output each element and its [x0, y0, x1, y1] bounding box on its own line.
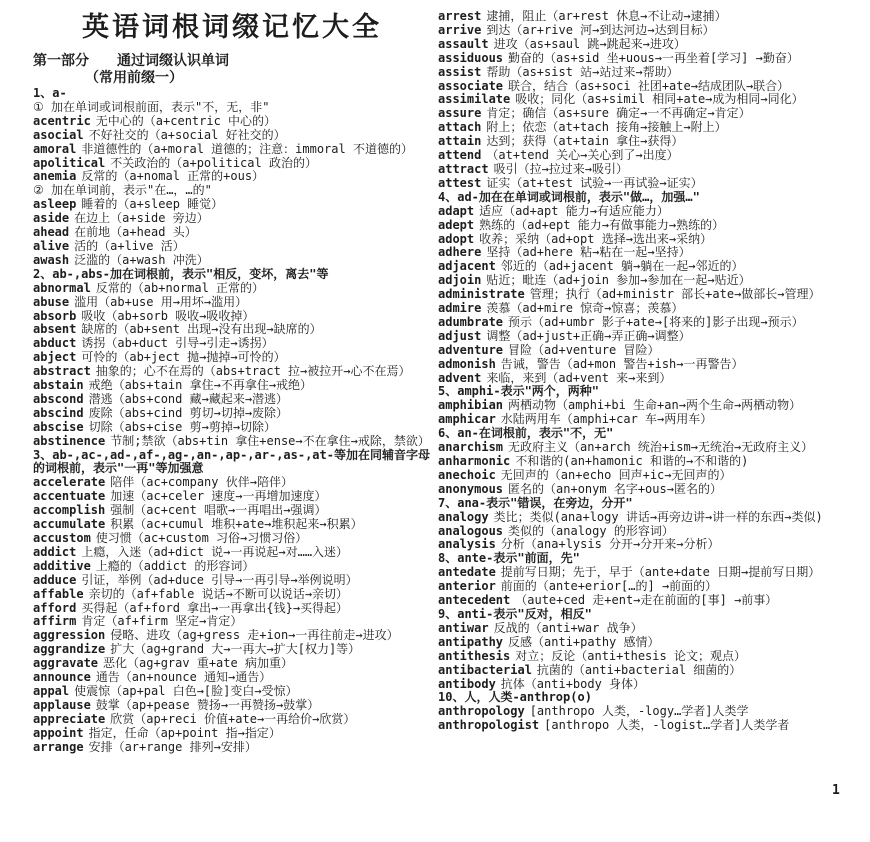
- vocab-entry: [438, 302, 863, 316]
- entry-word: antedate: [438, 565, 496, 580]
- entry-gloss: 进攻（as+saul 跳→跳起来→进攻）: [493, 36, 686, 51]
- entry-word: aggression: [33, 628, 106, 643]
- entry-gloss: （aute+ced 走+ent→走在前面的[事] →前事）: [515, 593, 778, 608]
- entry-gloss: 强制（ac+cent 唱歌→一再唱出→强调）: [110, 503, 327, 518]
- entry-word: acentric: [33, 113, 91, 128]
- entry-gloss: 可怜的（ab+ject 抛→抛掉→可怜的）: [81, 350, 286, 365]
- entry-word: afford: [33, 600, 77, 615]
- entry-gloss: 侵略、进攻（ag+gress 走+ion→一再往前走→进攻）: [110, 628, 399, 643]
- entry-gloss: 无中心的（a+centric 中心的）: [95, 113, 277, 128]
- entry-word: affirm: [33, 614, 77, 629]
- entry-word: attach: [438, 120, 482, 135]
- entry-gloss: 潜逃（abs+cond 藏→藏起来→潜逃）: [88, 391, 289, 406]
- entry-word: abstinence: [33, 433, 106, 448]
- vocab-entry: [438, 316, 863, 330]
- entry-word: awash: [33, 252, 70, 267]
- entry-word: adduce: [33, 572, 77, 587]
- entry-word: appal: [33, 683, 70, 698]
- entry-gloss: 欣赏（ap+reci 价值+ate→一再给价→欣赏）: [110, 711, 356, 726]
- entry-gloss: 使震惊（ap+pal 白色→[脸]变白→受惊）: [74, 683, 298, 698]
- vocab-entry: [33, 713, 431, 727]
- vocab-entry: [33, 393, 431, 407]
- vocab-entry: [438, 664, 863, 678]
- prefix-rule-heading: 5、amphi-表示"两个，两种": [438, 384, 600, 399]
- vocab-entry: [33, 727, 431, 741]
- entry-word: amoral: [33, 141, 77, 156]
- entry-gloss: 睡着的（a+sleep 睡觉）: [81, 197, 224, 212]
- entry-word: adapt: [438, 203, 475, 218]
- entry-gloss: 水陆两用车（amphi+car 车→两用车）: [500, 412, 713, 427]
- vocab-entry: [438, 441, 863, 455]
- entry-word: antipathy: [438, 634, 504, 649]
- vocab-entry: [438, 10, 863, 24]
- vocab-entry: [33, 296, 431, 310]
- entry-word: adjoin: [438, 273, 482, 288]
- vocab-entry: [33, 685, 431, 699]
- prefix-rule-heading: 3、ab-,ac-,ad-,af-,ag-,an-,ap-,ar-,as-,at-等加在同辅音字母的词根前，表示"一再"等加强意: [33, 447, 430, 476]
- entry-gloss: 熟练的（ad+ept 能力→有做事能力→熟练的）: [479, 217, 725, 232]
- entry-gloss: 适应（ad+apt 能力→有适应能力）: [479, 203, 669, 218]
- entry-word: advent: [438, 370, 482, 385]
- entry-gloss: 在前地（a+head 头）: [74, 225, 197, 240]
- vocab-entry: [438, 636, 863, 650]
- vocab-entry: [438, 358, 863, 372]
- entry-gloss: 达到；获得（at+tain 拿住→获得）: [486, 134, 684, 149]
- entry-gloss: 提前写日期；先于，早于（ante+date 日期→提前写日期）: [500, 565, 821, 580]
- entry-word: analogous: [438, 523, 504, 538]
- entry-gloss: 非道德性的（a+moral 道德的；注意：immoral 不道德的）: [81, 141, 413, 156]
- entry-gloss: 邻近的（ad+jacent 躺→躺在一起→邻近的）: [500, 259, 744, 274]
- entry-word: adjust: [438, 328, 482, 343]
- entry-word: announce: [33, 670, 91, 685]
- entry-gloss: 联合，结合（as+soci 社团+ate→结成团队→联合）: [508, 78, 790, 93]
- entry-word: assault: [438, 36, 489, 51]
- vocab-entry: [33, 212, 431, 226]
- entry-gloss: 滥用（ab+use 用→用坏→滥用）: [74, 294, 248, 309]
- entry-gloss: 恶化（ag+grav 重+ate 病加重）: [103, 656, 293, 671]
- vocab-entry: [33, 282, 431, 296]
- entry-gloss: 调整（ad+just+正确→弄正确→调整）: [486, 328, 691, 343]
- entry-gloss: 收养；采纳（ad+opt 选择→选出来→采纳）: [479, 231, 713, 246]
- entry-word: appoint: [33, 725, 84, 740]
- entry-gloss: 不好社交的（a+social 好社交的）: [88, 127, 286, 142]
- entry-word: adept: [438, 217, 475, 232]
- vocab-entry: [33, 504, 431, 518]
- entry-word: anemia: [33, 169, 77, 184]
- entry-word: abuse: [33, 294, 70, 309]
- entry-word: adjacent: [438, 259, 496, 274]
- entry-gloss: [anthropo 人类，-logy…学者]人类学: [529, 704, 749, 719]
- vocab-entry: [33, 254, 431, 268]
- entry-word: abject: [33, 350, 77, 365]
- entry-gloss: 积累（ac+cumul 堆积+ate→堆积起来→积累）: [110, 517, 363, 532]
- entry-gloss: 不和谐的(an+hamonic 和谐的→不和谐的): [515, 454, 749, 468]
- entry-gloss: 肯定（af+firm 坚定→肯定）: [81, 614, 243, 629]
- entry-gloss: 缺席的（ab+sent 出现→没有出现→缺席的）: [81, 322, 322, 337]
- entry-word: abstain: [33, 378, 84, 393]
- entry-gloss: 无政府主义（an+arch 统治+ism→无统治→无政府主义）: [508, 440, 814, 455]
- entry-gloss: 反常的（a+nomal 正常的+ous）: [81, 169, 265, 184]
- entry-word: admonish: [438, 356, 496, 371]
- entry-gloss: 陪伴（ac+company 伙伴→陪伴）: [110, 475, 293, 490]
- entry-gloss: 不关政治的（a+political 政治的）: [110, 155, 317, 170]
- entry-word: abscond: [33, 391, 84, 406]
- vocab-entry: [33, 143, 431, 157]
- entry-gloss: 来临，来到（ad+vent 来→来到）: [486, 370, 672, 385]
- vocab-entry: [33, 365, 431, 379]
- entry-gloss: 反感（anti+pathy 感情）: [508, 634, 660, 649]
- entry-gloss: 通告（an+nounce 通知→通告）: [95, 670, 272, 685]
- entry-word: adhere: [438, 245, 482, 260]
- entry-word: assiduous: [438, 50, 504, 65]
- prefix-rule-heading: 2、ab-,abs-加在词根前，表示"相反，变坏，离去"等: [33, 266, 329, 281]
- entry-word: absent: [33, 322, 77, 337]
- entry-word: antiwar: [438, 620, 489, 635]
- entry-word: admire: [438, 301, 482, 316]
- entry-word: anarchism: [438, 440, 504, 455]
- entry-word: adumbrate: [438, 314, 504, 329]
- right-column: [438, 10, 863, 755]
- entry-word: attend: [438, 148, 482, 163]
- entry-word: attest: [438, 175, 482, 190]
- entry-gloss: 贴近；毗连（ad+join 参加→参加在一起→贴近）: [486, 273, 751, 288]
- entry-word: additive: [33, 558, 91, 573]
- entry-word: accumulate: [33, 517, 106, 532]
- sub-heading: （常用前缀一）: [85, 70, 183, 86]
- prefix-rule-heading: 10、人，人类-anthrop(o): [438, 690, 592, 705]
- entry-word: antibacterial: [438, 662, 532, 677]
- vocab-entry: [438, 330, 863, 344]
- entry-gloss: 抽象的；心不在焉的（abs+tract 拉→被拉开→心不在焉）: [95, 364, 411, 379]
- entry-gloss: 管理；执行（ad+ministr 部长+ate→做部长→管理）: [529, 287, 821, 302]
- entry-word: assure: [438, 106, 482, 121]
- entry-gloss: 逮捕，阻止（ar+rest 休息→不让动→逮捕）: [486, 9, 727, 23]
- prefix-rule-heading: 6、an-在词根前，表示"不，无": [438, 426, 614, 441]
- entry-gloss: 指定，任命（ap+point 指→指定）: [88, 725, 281, 740]
- vocab-entry: [33, 226, 431, 240]
- entry-word: adopt: [438, 231, 475, 246]
- entry-word: attain: [438, 134, 482, 149]
- entry-word: accustom: [33, 531, 91, 545]
- entry-gloss: 匿名的（an+onym 名字+ous→匿名的）: [508, 481, 722, 496]
- entry-word: asleep: [33, 197, 77, 212]
- entry-word: accentuate: [33, 489, 106, 504]
- entry-gloss: 分析（ana+lysis 分开→分开来→分析）: [500, 537, 720, 552]
- entry-gloss: 在边上（a+side 旁边）: [74, 211, 209, 226]
- entry-gloss: 废除（abs+cind 剪切→切掉→废除）: [88, 405, 289, 420]
- entry-gloss: 亲切的（af+fable 说话→不断可以说话→亲切）: [88, 586, 349, 601]
- entry-word: analogy: [438, 509, 489, 524]
- entry-gloss: 安排（ar+range 排列→安排）: [88, 739, 257, 754]
- entry-word: analysis: [438, 537, 496, 552]
- vocab-entry: [33, 115, 431, 129]
- entry-gloss: 吸收（ab+sorb 吸收→吸收掉）: [81, 308, 255, 323]
- entry-word: adventure: [438, 342, 504, 357]
- entry-gloss: 帮助（as+sist 站→站过来→帮助）: [486, 64, 679, 79]
- entry-gloss: 加速（ac+celer 速度→一再增加速度）: [110, 489, 327, 504]
- entry-word: aside: [33, 211, 70, 226]
- entry-gloss: 类比；类似(ana+logy 讲话→再旁边讲→讲一样的东西→类似): [493, 509, 823, 524]
- vocab-entry: [438, 149, 863, 163]
- page-number: 1: [832, 783, 840, 798]
- vocab-entry: [33, 532, 431, 546]
- prefix-rule-heading: 4、ad-加在在单词或词根前，表示"做…，加强…": [438, 189, 700, 204]
- entry-word: ahead: [33, 225, 70, 240]
- entry-word: alive: [33, 238, 70, 253]
- entry-gloss: 对立；反论（anti+thesis 论文；观点）: [515, 648, 746, 663]
- entry-word: abscind: [33, 405, 84, 420]
- entry-gloss: 引证，举例（ad+duce 引导→一再引导→举例说明）: [81, 572, 358, 587]
- entry-gloss: 使习惯（ac+custom 习俗→习惯习俗）: [95, 531, 308, 545]
- vocab-entry: [33, 407, 431, 421]
- vocab-entry: [33, 518, 431, 532]
- entry-word: addict: [33, 544, 77, 559]
- vocab-entry: [438, 580, 863, 594]
- entry-gloss: 切除（abs+cise 剪→剪掉→切除）: [88, 419, 277, 434]
- entry-gloss: 两栖动物（amphi+bi 生命+an→两个生命→两栖动物）: [508, 398, 802, 413]
- entry-gloss: 附上；依恋（at+tach 接角→接触上→附上）: [486, 120, 727, 135]
- entry-word: aggrandize: [33, 642, 106, 657]
- entry-gloss: 活的（a+live 活）: [74, 238, 185, 253]
- prefix-rule-heading: 9、anti-表示"反对，相反": [438, 606, 592, 621]
- usage-note: ① 加在单词或词根前面，表示"不，无，非": [33, 99, 270, 114]
- vocab-entry: [438, 288, 863, 302]
- entry-gloss: 上瘾的（addict 的形容词）: [95, 558, 255, 573]
- prefix-rule-heading: 1、a-: [33, 86, 67, 100]
- entry-gloss: 鼓掌（ap+pease 赞扬→一再赞扬→鼓掌）: [95, 697, 320, 712]
- entry-gloss: 前面的（ante+erior[…的] →前面的）: [500, 579, 718, 594]
- vocab-entry: [438, 455, 863, 469]
- entry-gloss: 冒险（ad+venture 冒险）: [508, 342, 660, 357]
- vocab-entry: [438, 52, 863, 66]
- entry-gloss: 告诫，警告（ad+mon 警告+ish→一再警告）: [500, 356, 744, 371]
- entry-word: abnormal: [33, 280, 91, 295]
- entry-gloss: 扩大（ag+grand 大→一再大→扩大[权力]等）: [110, 642, 361, 657]
- vocab-entry: [33, 379, 431, 393]
- entry-gloss: 买得起（af+ford 拿出→一再拿出{钱}→买得起）: [81, 600, 349, 615]
- entry-word: attract: [438, 161, 489, 176]
- vocab-entry: [438, 719, 863, 733]
- entry-word: anonymous: [438, 481, 504, 496]
- vocab-entry: [33, 129, 431, 143]
- entry-gloss: 抗体（anti+body 身体）: [500, 676, 646, 691]
- entry-gloss: 节制;禁欲（abs+tin 拿住+ense→不在拿住→戒除，禁欲）: [110, 433, 430, 448]
- vocab-entry: [438, 594, 863, 608]
- entry-word: abstract: [33, 364, 91, 379]
- vocab-entry: [438, 24, 863, 38]
- entry-word: antecedent: [438, 593, 511, 608]
- entry-gloss: 诱拐（ab+duct 引导→引走→诱拐）: [81, 336, 274, 351]
- vocab-entry: [33, 657, 431, 671]
- vocab-entry: [438, 469, 863, 483]
- entry-gloss: 抗菌的（anti+bacterial 细菌的）: [536, 662, 742, 677]
- entry-word: aggravate: [33, 656, 99, 671]
- entry-word: associate: [438, 78, 504, 93]
- entry-gloss: 吸收；同化（as+simil 相同+ate→成为相同→同化）: [515, 92, 804, 107]
- entry-word: anechoic: [438, 467, 496, 482]
- entry-gloss: 勤奋的（as+sid 坐+uous→一再坐着[学习] →勤奋）: [508, 50, 799, 65]
- vocab-entry: [33, 671, 431, 685]
- vocab-entry: [33, 574, 431, 588]
- doc-title: 英语词根词缀记忆大全: [82, 12, 382, 43]
- entry-gloss: 到达（ar+rive 河→到达河边→达到目标）: [486, 22, 715, 37]
- entry-gloss: 泛滥的（a+wash 冲洗）: [74, 252, 209, 267]
- entry-word: apolitical: [33, 155, 106, 170]
- entry-gloss: 类似的（analogy 的形容词）: [508, 523, 674, 538]
- entry-gloss: 上瘾，入迷（ad+dict 说→一再说起→对……入迷）: [81, 544, 349, 559]
- entry-word: accomplish: [33, 503, 106, 518]
- entry-gloss: 证实（at+test 试验→一再试验→证实）: [486, 175, 703, 190]
- vocab-entry: [33, 421, 431, 435]
- part-heading: 第一部分 通过词缀认识单词: [33, 53, 229, 69]
- entry-word: absorb: [33, 308, 77, 323]
- entry-word: affable: [33, 586, 84, 601]
- prefix-rule-heading: 8、ante-表示"前面，先": [438, 551, 580, 566]
- vocab-entry: [33, 546, 431, 560]
- entry-gloss: 坚持（ad+here 粘→粘在一起→坚持）: [486, 245, 691, 260]
- usage-note: ② 加在单词前，表示"在…，…的": [33, 183, 212, 198]
- left-column: [33, 10, 431, 755]
- entry-gloss: 预示（ad+umbr 影子+ate→[将来的]影子出现→预示）: [508, 314, 804, 329]
- entry-word: administrate: [438, 287, 525, 302]
- entry-word: amphicar: [438, 412, 496, 427]
- entry-word: abscise: [33, 419, 84, 434]
- vocab-entry: [438, 163, 863, 177]
- vocab-entry: [438, 66, 863, 80]
- entry-gloss: 羡慕（ad+mire 惊奇→惊喜；羡慕）: [486, 301, 684, 316]
- entry-gloss: 无回声的（an+echo 回声+ic→无回声的）: [500, 467, 732, 482]
- entry-word: arrive: [438, 22, 482, 37]
- vocab-entry: [33, 741, 431, 755]
- entry-word: antithesis: [438, 648, 511, 663]
- entry-word: appreciate: [33, 711, 106, 726]
- entry-word: assist: [438, 64, 482, 79]
- entry-word: amphibian: [438, 398, 504, 413]
- entry-gloss: 吸引（拉→拉过来→吸引）: [493, 161, 629, 176]
- vocab-entry: [438, 177, 863, 191]
- entry-gloss: [anthropo 人类，-logist…学者]人类学者: [544, 718, 790, 733]
- vocab-entry: [33, 240, 431, 254]
- vocab-entry: [33, 588, 431, 602]
- entry-word: accelerate: [33, 475, 106, 490]
- vocab-entry: [438, 135, 863, 149]
- vocab-entry: [33, 435, 431, 449]
- entry-word: arrange: [33, 739, 84, 754]
- vocab-entry: [438, 650, 863, 664]
- prefix-rule-heading: 7、ana-表示"错误，在旁边，分开": [438, 495, 633, 510]
- vocab-entry: [438, 566, 863, 580]
- entry-gloss: 肯定；确信（as+sure 确定→一不再确定→肯定）: [486, 106, 751, 121]
- vocab-entry: [33, 699, 431, 713]
- vocab-entry: [438, 219, 863, 233]
- entry-gloss: （at+tend 关心→关心到了→出度）: [486, 148, 679, 163]
- vocab-entry: [438, 38, 863, 52]
- vocab-entry: [438, 344, 863, 358]
- entry-gloss: 反常的（ab+normal 正常的）: [95, 280, 265, 295]
- vocab-entry: [438, 622, 863, 636]
- entry-word: antibody: [438, 676, 496, 691]
- entry-word: abduct: [33, 336, 77, 351]
- vocab-entry: [438, 483, 863, 497]
- entry-word: anterior: [438, 579, 496, 594]
- entry-gloss: 戒绝（abs+tain 拿住→不再拿住→戒绝）: [88, 378, 313, 393]
- entry-word: anthropology: [438, 704, 525, 719]
- vocab-entry: [33, 560, 431, 574]
- entry-word: anharmonic: [438, 454, 511, 468]
- entry-word: applause: [33, 697, 91, 712]
- entry-gloss: 反战的（anti+war 战争）: [493, 620, 643, 635]
- vocab-entry: [438, 205, 863, 219]
- vocab-entry: [438, 511, 863, 525]
- entry-word: assimilate: [438, 92, 511, 107]
- entry-word: anthropologist: [438, 718, 540, 733]
- entry-word: arrest: [438, 9, 482, 23]
- entry-word: asocial: [33, 127, 84, 142]
